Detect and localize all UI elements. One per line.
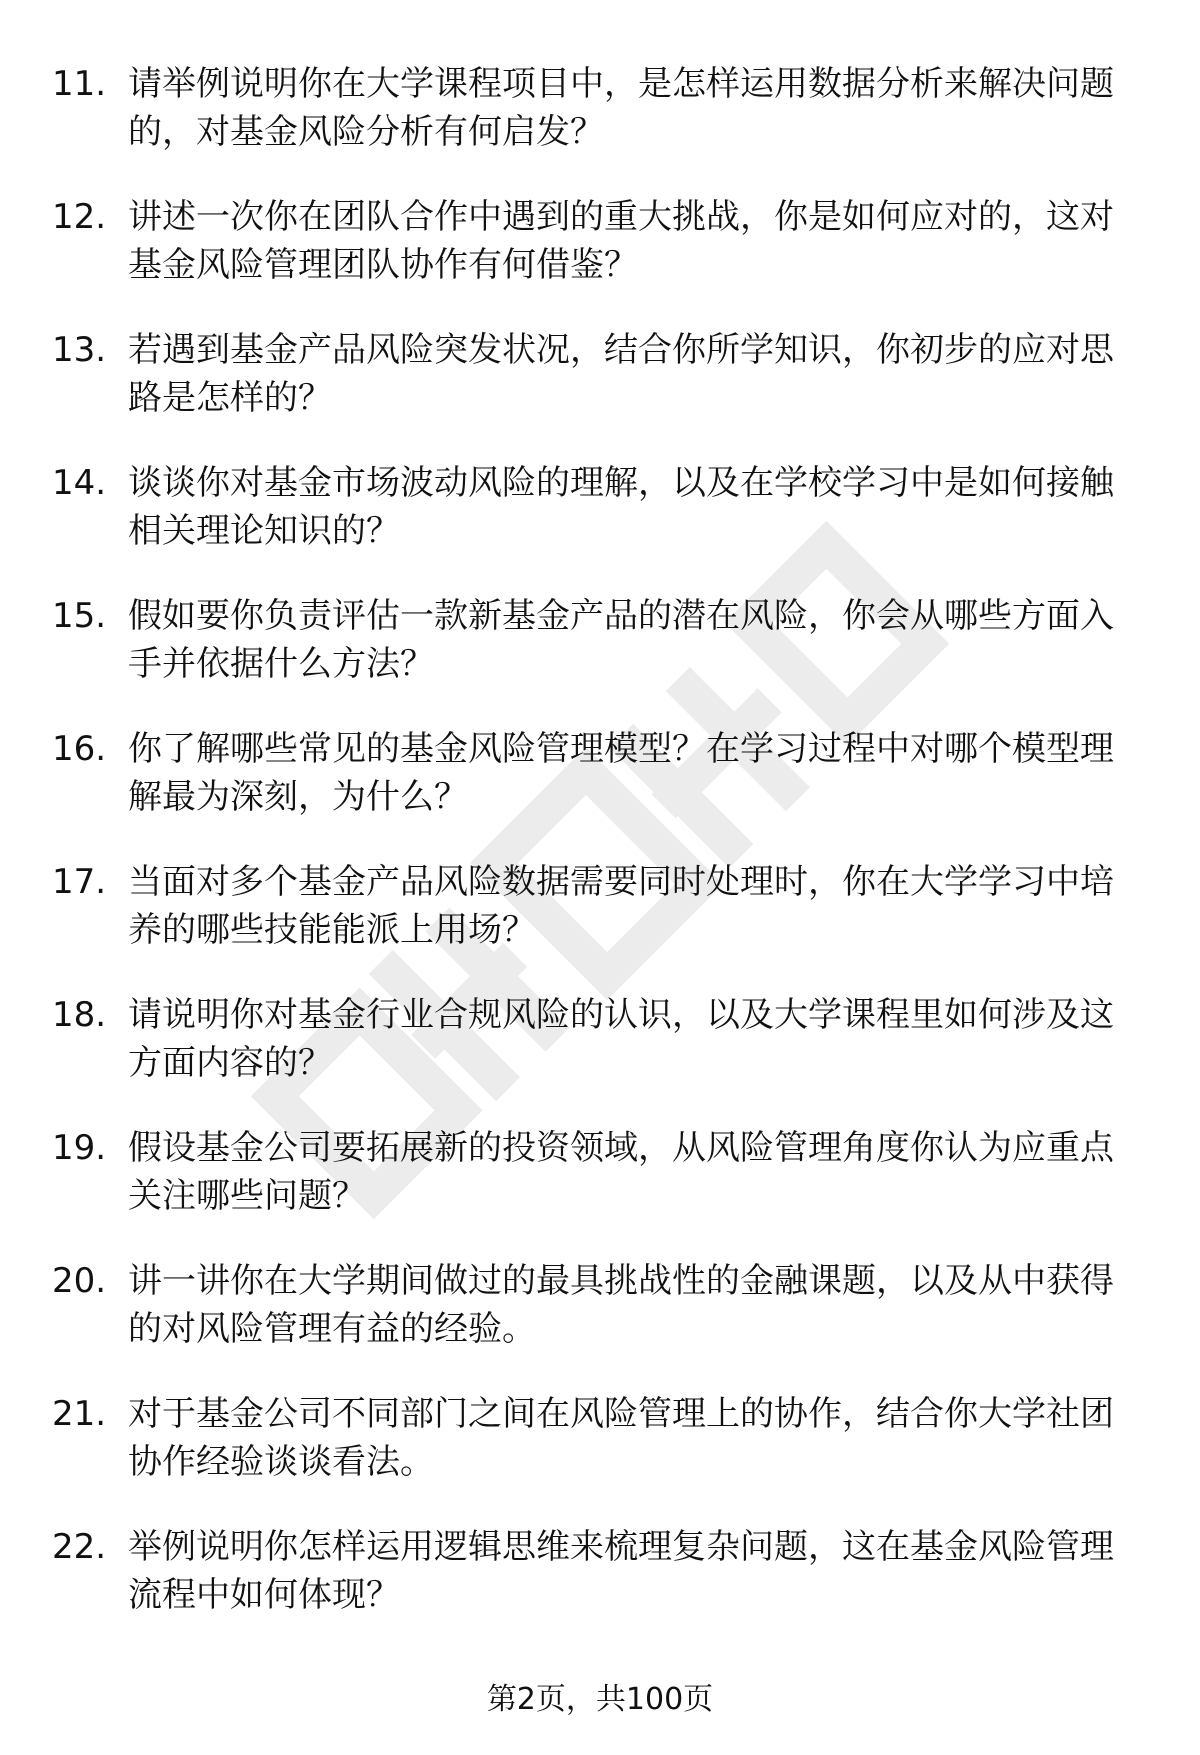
question-text: 对于基金公司不同部门之间在风险管理上的协作，结合你大学社团协作经验谈谈看法。 bbox=[128, 1394, 1114, 1482]
question-item bbox=[52, 193, 1152, 326]
question-number: 22. bbox=[52, 1527, 107, 1567]
question-text: 举例说明你怎样运用逻辑思维来梳理复杂问题，这在基金风险管理流程中如何体现？ bbox=[128, 1527, 1114, 1615]
question-item bbox=[52, 1390, 1152, 1523]
question-number: 16. bbox=[52, 729, 107, 769]
question-item bbox=[52, 326, 1152, 459]
question-text: 当面对多个基金产品风险数据需要同时处理时，你在大学学习中培养的哪些技能能派上用场？ bbox=[128, 862, 1114, 950]
question-number: 21. bbox=[52, 1394, 107, 1434]
question-text: 请举例说明你在大学课程项目中，是怎样运用数据分析来解决问题的，对基金风险分析有何启发？ bbox=[128, 64, 1114, 152]
question-item bbox=[52, 592, 1152, 725]
question-text: 谈谈你对基金市场波动风险的理解，以及在学校学习中是如何接触相关理论知识的？ bbox=[128, 463, 1114, 551]
question-text: 若遇到基金产品风险突发状况，结合你所学知识，你初步的应对思路是怎样的？ bbox=[128, 330, 1114, 418]
question-number: 14. bbox=[52, 463, 107, 503]
question-text: 你了解哪些常见的基金风险管理模型？在学习过程中对哪个模型理解最为深刻，为什么？ bbox=[128, 729, 1114, 817]
question-item bbox=[52, 60, 1152, 193]
question-number: 11. bbox=[52, 64, 107, 104]
question-number: 15. bbox=[52, 596, 107, 636]
question-item bbox=[52, 1257, 1152, 1390]
question-number: 12. bbox=[52, 197, 107, 237]
question-item bbox=[52, 459, 1152, 592]
question-text: 讲述一次你在团队合作中遇到的重大挑战，你是如何应对的，这对基金风险管理团队协作有何借鉴？ bbox=[128, 197, 1114, 285]
question-item bbox=[52, 725, 1152, 858]
question-number: 13. bbox=[52, 330, 107, 370]
question-text: 假如要你负责评估一款新基金产品的潜在风险，你会从哪些方面入手并依据什么方法？ bbox=[128, 596, 1114, 684]
question-item bbox=[52, 991, 1152, 1124]
question-item bbox=[52, 1124, 1152, 1257]
question-list bbox=[52, 60, 1152, 1656]
question-number: 18. bbox=[52, 995, 107, 1035]
question-number: 19. bbox=[52, 1128, 107, 1168]
question-number: 17. bbox=[52, 862, 107, 902]
question-text: 假设基金公司要拓展新的投资领域，从风险管理角度你认为应重点关注哪些问题？ bbox=[128, 1128, 1114, 1216]
page-footer bbox=[0, 1680, 1200, 1720]
question-text: 请说明你对基金行业合规风险的认识，以及大学课程里如何涉及这方面内容的？ bbox=[128, 995, 1114, 1083]
question-item bbox=[52, 1523, 1152, 1656]
question-item bbox=[52, 858, 1152, 991]
page-number-label: 第2页，共100页 bbox=[486, 1682, 714, 1717]
question-number: 20. bbox=[52, 1261, 107, 1301]
question-text: 讲一讲你在大学期间做过的最具挑战性的金融课题，以及从中获得的对风险管理有益的经验。 bbox=[128, 1261, 1114, 1349]
